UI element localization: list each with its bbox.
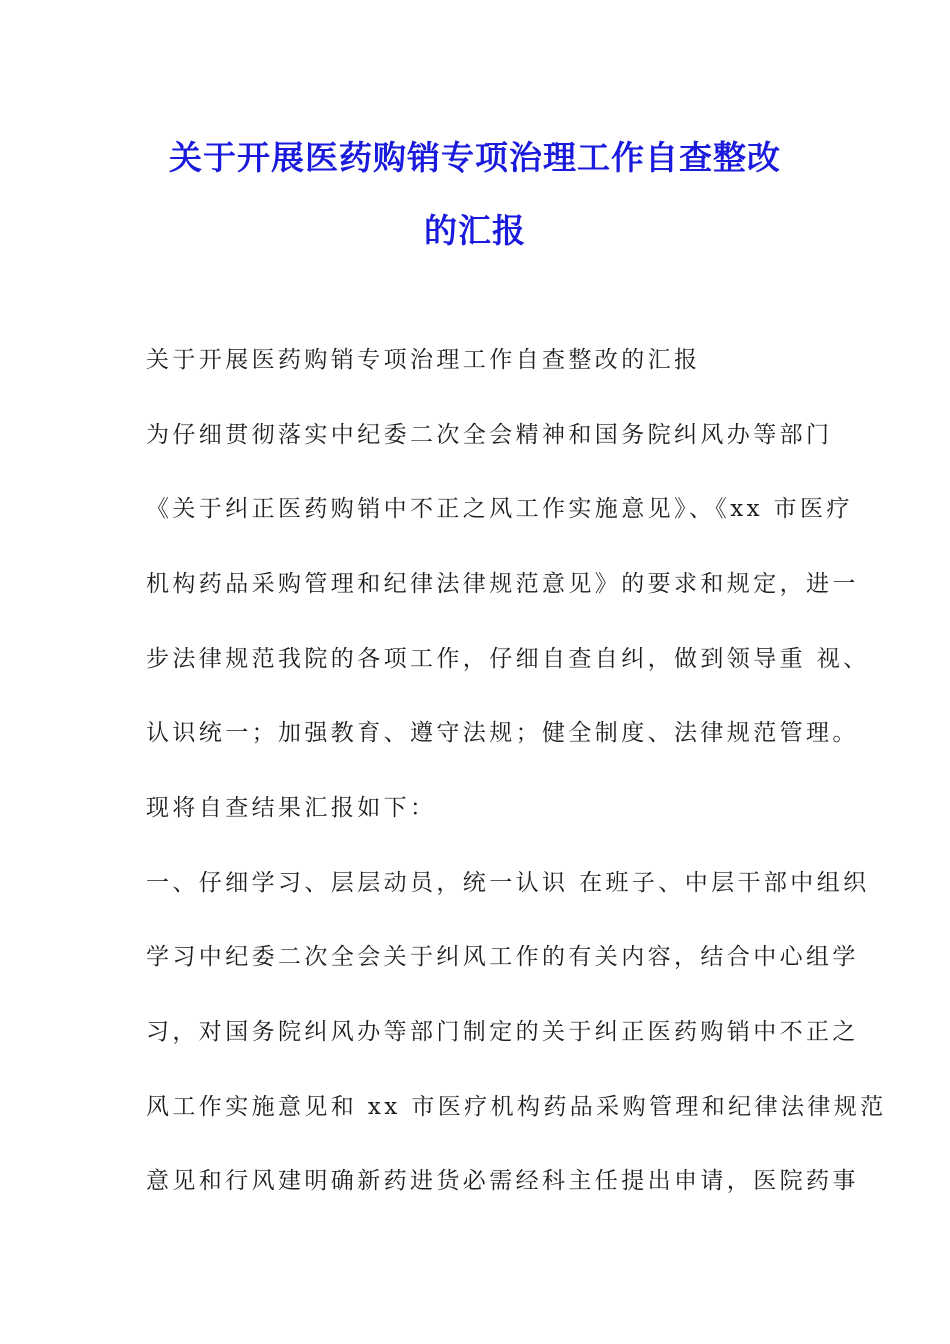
body-line-1: 关于开展医药购销专项治理工作自查整改的汇报: [146, 347, 701, 373]
body-line-3: 《关于纠正医药购销中不正之风工作实施意见》、《xx 市医疗: [146, 496, 853, 522]
body-line-9: 学习中纪委二次全会关于纠风工作的有关内容，结合中心组学: [146, 944, 859, 970]
body-line-2: 为仔细贯彻落实中纪委二次全会精神和国务院纠风办等部门: [146, 422, 833, 448]
document-title-line-1: 关于开展医药购销专项治理工作自查整改: [169, 138, 781, 177]
body-line-10: 习，对国务院纠风办等部门制定的关于纠正医药购销中不正之: [146, 1019, 859, 1045]
body-line-12: 意见和行风建明确新药进货必需经科主任提出申请，医院药事: [146, 1168, 859, 1194]
body-line-11: 风工作实施意见和 xx 市医疗机构药品采购管理和纪律法律规范: [146, 1094, 887, 1120]
document-title-line-2: 的汇报: [424, 211, 526, 250]
body-line-7: 现将自查结果汇报如下：: [146, 795, 437, 821]
body-line-4: 机构药品采购管理和纪律法律规范意见》的要求和规定，进一: [146, 571, 859, 597]
body-line-5: 步法律规范我院的各项工作，仔细自查自纠，做到领导重 视、: [146, 646, 870, 672]
body-line-6: 认识统一；加强教育、遵守法规；健全制度、法律规范管理。: [146, 720, 859, 746]
body-line-8: 一、仔细学习、层层动员，统一认识 在班子、中层干部中组织: [146, 870, 870, 896]
